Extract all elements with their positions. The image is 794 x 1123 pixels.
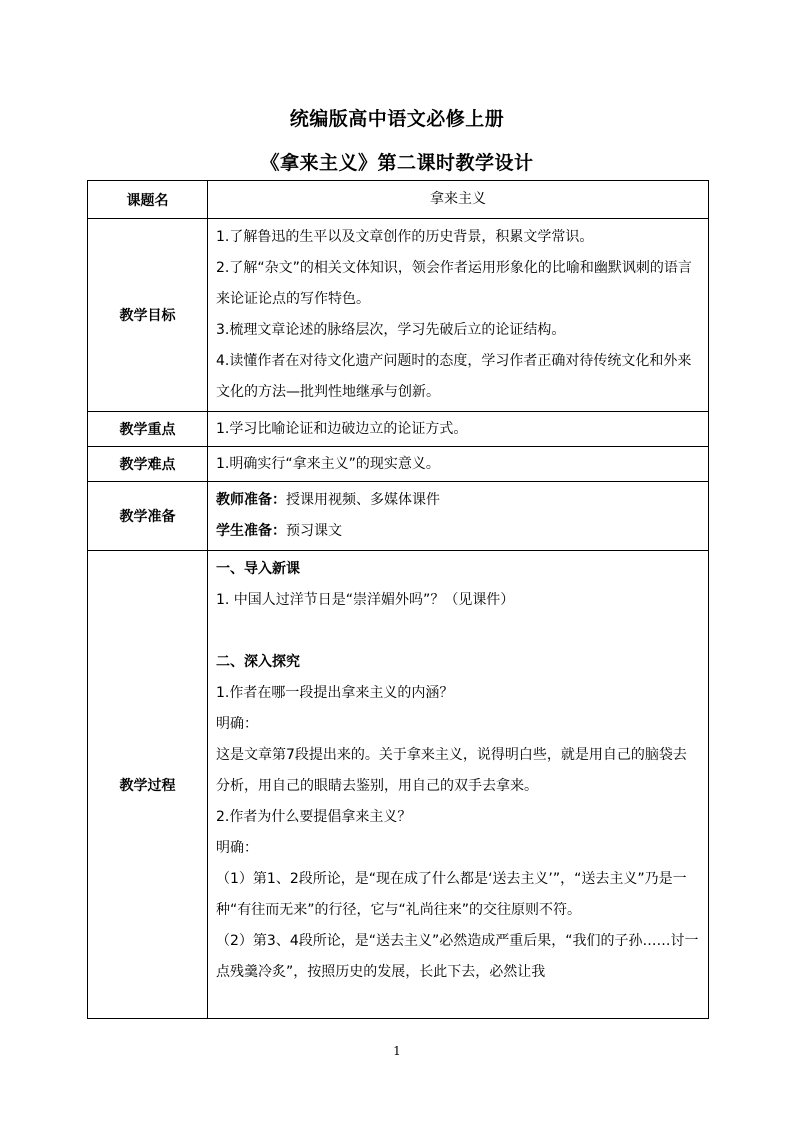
student-preparation-label: 学生准备： xyxy=(216,523,286,539)
goal-item: 4.读懂作者在对待文化遗产问题时的态度，学习作者正确对待传统文化和外来文化的方法—批判性地继承与创新。 xyxy=(216,353,692,400)
key-points-value: 1.学习比喻论证和边破边立的论证方式。 xyxy=(208,412,709,447)
table-row-preparation xyxy=(88,482,709,551)
row-label-key-points: 教学重点 xyxy=(88,412,208,447)
answer-paragraph: （2）第3、4段所论，是“送去主义”必然造成严重后果，“我们的子孙……讨一点残羹冷炙”，按照历史的发展，长此下去，必然让我 xyxy=(216,933,699,980)
teacher-preparation-label: 教师准备： xyxy=(216,492,286,508)
answer-label: 明确： xyxy=(216,840,258,856)
lesson-plan-table xyxy=(87,180,709,1019)
blank-line xyxy=(216,616,700,647)
table-row-topic xyxy=(88,181,709,219)
table-row-difficulties xyxy=(88,447,709,482)
preparation-content xyxy=(208,482,709,551)
goals-content xyxy=(208,219,709,412)
goal-item: 3.梳理文章论述的脉络层次，学习先破后立的论证结构。 xyxy=(216,322,566,338)
process-item: 1. 中国人过洋节日是“崇洋媚外吗”？（见课件） xyxy=(216,592,515,608)
section-heading: 一、导入新课 xyxy=(216,561,300,577)
student-preparation-value: 预习课文 xyxy=(286,523,342,539)
teacher-preparation-value: 授课用视频、多媒体课件 xyxy=(286,492,440,508)
section-heading: 二、深入探究 xyxy=(216,654,300,670)
teacher-preparation xyxy=(216,485,700,516)
row-label-process: 教学过程 xyxy=(88,551,208,1019)
document-title: 统编版高中语文必修上册 xyxy=(289,108,505,130)
question: 1.作者在哪一段提出拿来主义的内涵？ xyxy=(216,685,454,701)
page-number: 1 xyxy=(393,1044,401,1058)
answer-label: 明确： xyxy=(216,716,258,732)
answer-text: 这是文章第7段提出来的。关于拿来主义，说得明白些，就是用自己的脑袋去分析，用自己的眼睛去鉴别，用自己的双手去拿来。 xyxy=(216,747,687,794)
difficulties-value: 1.明确实行“拿来主义”的现实意义。 xyxy=(208,447,709,482)
row-label-goals: 教学目标 xyxy=(88,219,208,412)
row-label-topic: 课题名 xyxy=(88,181,208,219)
table-row-process xyxy=(88,551,709,1019)
goal-item: 2.了解“杂文”的相关文体知识，领会作者运用形象化的比喻和幽默讽刺的语言来论证论点的写作特色。 xyxy=(216,260,692,307)
table-row-key-points xyxy=(88,412,709,447)
student-preparation xyxy=(216,516,700,547)
document-subtitle: 《拿来主义》第二课时教学设计 xyxy=(260,152,534,174)
table-row-goals xyxy=(88,219,709,412)
question: 2.作者为什么要提倡拿来主义？ xyxy=(216,809,412,825)
row-label-preparation: 教学准备 xyxy=(88,482,208,551)
answer-paragraph: （1）第1、2段所论，是“现在成了什么都是‘送去主义’”，“送去主义”乃是一种“有往而无来”的行径，它与“礼尚往来”的交往原则不符。 xyxy=(216,871,687,918)
row-label-difficulties: 教学难点 xyxy=(88,447,208,482)
topic-value: 拿来主义 xyxy=(208,181,709,219)
goal-item: 1.了解鲁迅的生平以及文章创作的历史背景，积累文学常识。 xyxy=(216,229,594,245)
process-content xyxy=(208,551,709,1019)
